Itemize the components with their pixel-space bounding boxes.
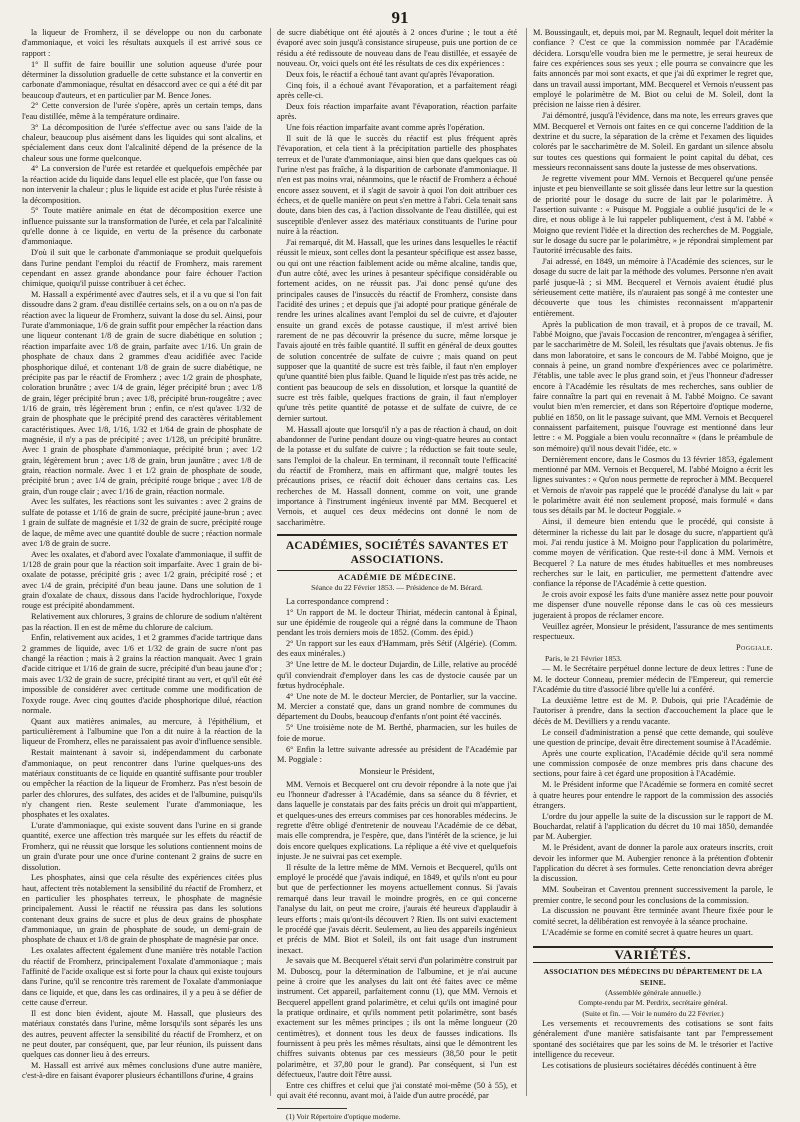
paragraph: Monsieur le Président, — [359, 767, 435, 777]
column-3 — [533, 28, 773, 1096]
paragraph: Quant aux matières animales, au mercure, à l'épithélium, et particulièrement à l'albumine que l'on a dit nuire à la réaction de la liqueur de Fromherz, elles ne paraissaient pas avoir d'influence sensible. — [22, 716, 262, 747]
paragraph: Après une courte explication, l'Académie décide qu'il sera nommé une commission composée de onze membres pris dans chacune des sections, pour faire à cet égard une proposition à l'Académie. — [533, 748, 773, 779]
paragraph: la liqueur de Fromherz, il se développe ou non du carbonate d'ammoniaque, et voici les résultats auxquels il est arrivé sous ce rapport : — [22, 28, 262, 58]
column-2-top-text — [277, 28, 517, 528]
paragraph: Entre ces chiffres et celui que j'ai constaté moi-même (50 à 55), et qui avait été reconnu, avant moi, à l'aide d'un autre procédé, par — [277, 1081, 517, 1101]
paragraph: 3° La décomposition de l'urée s'effectue avec ou sans l'aide de la chaleur, beaucoup plus aisément dans les liquides qui sont alcalins, et spécialement dans ceux dont l'alcalinité dépend de la présence de la chaleur sous une forme quelconque. — [22, 122, 262, 163]
paragraph: Il suit de là que le succès du réactif est plus fréquent après l'évaporation, et cela tient à la précipitation partielle des phosphates terreux et de l'urate d'ammoniaque, ainsi bien que dans quelques cas où l'urine n'est pas fraîche, à la disparition de carbonate d'ammoniaque. Il n'en est pas moins vrai, néanmoins, que le réactif de Fromherz a échoué encore assez souvent, et il s'agit de savoir à quoi l'on doit attribuer ces échecs, et de quelle manière on peut s'en mettre à l'abri. Cela tenait sans doute, dans bien des cas, à l'action dissolvante de l'eau distillée, qui est susceptible d'enlever assez des matériaux constituants de l'urine pour nuire à la réaction. — [277, 133, 517, 237]
paragraph: Je savais que M. Becquerel s'était servi d'un polarimètre construit par M. Duboscq, pour la détermination de l'albumine, et je n'ai aucune peine à croire que les analyses du lait ont été faites avec ce même instrument. Cet appareil, parfaitement connu (1), que MM. Vernois et Becquerel appellent grand polarimètre, et celui qu'ils ont imaginé pour la pratique ordinaire, et qu'ils nomment petit polarimètre, sont basés exactement sur les mêmes principes ; ils ont la même longueur (20 centimètres), et donnent tous les deux de fausses indications. Ils fournissent à peu près les mêmes résultats, ainsi que le démontrent les chiffres suivants obtenus par ces messieurs (38,50 pour le petit polarimètre, et 37,80 pour le grand). Par conséquent, si l'un est défectueux, l'autre doit l'être aussi. — [277, 956, 517, 1080]
paragraph: Je regrette vivement pour MM. Vernois et Becquerel qu'une pensée injuste et peu bienveillante se soit glissée dans leur lettre sur la question de priorité pour le dosage du sucre de lait par le polarimètre. À l'assertion suivante : « Puisque M. Poggiale a oublié jusqu'ici de le « dire, et nous oblige à le lui rappeler publiquement, c'est à M. l'abbé « Moigno que revient l'idée et la direction des recherches de M. Poggiale, sur le dosage du sucre par le polarimètre, » je répondrai simplement par l'autorité irrécusable des faits. — [533, 173, 773, 256]
paragraph: MM. Soubeiran et Caventou prennent successivement la parole, le premier contre, le second pour les conclusions de la commission. — [533, 885, 773, 905]
column-3-bottom-text — [533, 1019, 773, 1071]
paragraph: Les cotisations de plusieurs sociétaires décédés continuent à être — [542, 1060, 757, 1070]
academy-name: ACADÉMIE DE MÉDECINE. — [337, 573, 457, 582]
paragraph: MM. Vernois et Becquerel ont cru devoir répondre à la note que j'ai eu l'honneur d'adresser à l'Académie, dans sa séance du 8 février, et dans laquelle je constatais par des faits précis un droit qui m'appartient, et quelques-unes des erreurs commises par ces honorables médecins. Je regrette d'être obligé d'entretenir de nouveau l'Académie de ce débat, mais elle comprendra, je l'espère, que, dans l'intérêt de la science, je lui dois encore quelques explications. La réplique a été vive et quelquefois injuste. Je ne suivrai pas cet exemple. — [277, 779, 517, 861]
paragraph: — M. le Secrétaire perpétuel donne lecture de deux lettres : l'une de M. le docteur Conneau, premier médecin de l'Empereur, qui remercie l'Académie du titre d'associé libre qu'elle lui a conféré. — [533, 664, 773, 695]
paragraph: Restait maintenant à savoir si, indépendamment du carbonate d'ammoniaque, on peut rencontrer dans l'urine quelques-uns des matériaux constituants de ce liquide en quantité suffisante pour troubler ou empêcher la réaction de la liqueur de Fromherz. Pas n'est besoin de parler des chlorures, des sulfates, des acides et de l'albumine, puisqu'ils n'y changent rien. Reste seulement l'urate d'ammoniaque, les phosphates et les oxalates. — [22, 748, 262, 820]
paragraph: 4° La conversion de l'urée est retardée et quelquefois empêchée par la réaction acide du liquide dans lequel elle est placée, que l'on fasse ou non intervenir la chaleur ; plus le liquide est acide et plus l'urée résiste à la décomposition. — [22, 164, 262, 205]
academy-section-header — [277, 534, 517, 594]
paragraph: Enfin, relativement aux acides, 1 et 2 grammes d'acide tartrique dans 2 grammes de liquide, avec 1/6 et 1/32 de grain de sucre n'ont pas changé la réaction ; mais à 2 grains la réaction manquait. Avec 1 grain d'acide citrique et 1/16 de grain de sucre, précipité d'un beau jaune d'or ; mais avec 1/32 de grain de sucre, précipité tirant au vert, et qu'il eût été impossible de considérer avec certitude comme une modification de l'oxyde rouge. Avec cinq gouttes d'acide phosphorique dilué, réaction normale. — [22, 633, 262, 715]
paragraph: 2° Un rapport sur les eaux d'Hammam, près Sétif (Algérie). (Comm. des eaux minérales.) — [277, 639, 517, 659]
paragraph: Il est donc bien évident, ajoute M. Hassall, que plusieurs des matériaux constatés dans l'urine, même lorsqu'ils sont séparés les uns des autres, peuvent affecter la sensibilité du réactif de Fromherz, et on ne peut douter, par conséquent, que, par leur réunion, ils puissent dans quelques cas donner lieu à des erreurs. — [22, 1008, 262, 1060]
paragraph: 2° Cette conversion de l'urée s'opère, après un certain temps, dans l'eau distillée, même à la température ordinaire. — [22, 101, 262, 121]
paragraph: Les versements et recouvrements des cotisations se sont faits généralement d'une manière satisfaisante tant par l'empressement spontané des sociétaires que par les soins de M. le trésorier et l'active intelligence du receveur. — [533, 1018, 773, 1059]
column-2-bottom-text — [277, 597, 517, 1102]
paragraph: Ainsi, il demeure bien entendu que le procédé, qui consiste à déterminer la richesse du lait par le dosage du sucre, n'appartient qu'à moi. J'ai rendu justice à M. Moigno pour l'application du polarimètre, comme moyen de vérification. Que reste-t-il donc à MM. Vernois et Becquerel ? La nature de mes études habituelles et mes nombreuses recherches sur le lait, en particulier, me permettent d'attendre avec confiance la réponse de l'Académie à cette question. — [533, 517, 773, 589]
page-number: 91 — [391, 8, 409, 27]
association-subtitle: (Assemblée générale annuelle.) — [605, 987, 701, 997]
paragraph: J'ai démontré, jusqu'à l'évidence, dans ma note, les erreurs graves que MM. Becquerel et Vernois ont faites en ce qui concerne l'addition de la dextrine et du sucre, la séparation de la crème et l'examen des liquides colorés par le saccharimètre de M. Soleil. En gardant un silence absolu sur toutes ces questions qui formaient le point capital du débat, ces messieurs reconnaissent sans doute la justesse de mes observations. — [533, 111, 773, 172]
paragraph: Relativement aux chlorures, 3 grains de chlorure de sodium n'altèrent pas la réaction. Il en est de même du chlorure de calcium. — [22, 612, 262, 632]
paragraph: Dernièrement encore, dans le Cosmos du 13 février 1853, également mentionné par MM. Vernois et Becquerel, M. l'abbé Moigno a écrit les lignes suivantes : « Qu'on nous permette de reprocher à MM. Becquerel et Vernois de n'avoir pas rappelé que le procédé d'analyse du lait « par le polarimètre avait été non seulement proposé, mais formulé « dans tous ses détails par M. le docteur Poggiale. » — [533, 454, 773, 516]
paragraph: Après la publication de mon travail, et à propos de ce travail, M. l'abbé Moigno, que j'avais l'occasion de rencontrer, m'engagea à sérifier, par le saccharimètre de M. Soleil, les résultats que j'avais obtenus. Je fis dans mon laboratoire, et sans le concours de M. l'abbé Moigno, que je connais à peine, un grand nombre d'expériences avec ce polarimètre. J'établis, une table avec le plus grand soin, et j'eus l'honneur d'adresser encore à l'Académie les résultats de mes recherches, sans oublier de faire connaître la part qui en revenait à M. l'abbé Moigno. Ce savant voulut bien m'en remercier, et dans son Répertoire d'optique moderne, publié en 1850, on lit le passage suivant, que MM. Vernois et Becquerel connaissent parfaitement, puisque l'ouvrage est mentionné dans leur lettre : « M. Poggiale a bien voulu reconnaître « (dans le préambule de son mémoire) qu'il nous devait l'idée, etc. » — [533, 319, 773, 453]
paragraph: Il résulte de la lettre même de MM. Vernois et Becquerel, qu'ils ont employé le procédé que j'avais indiqué, en 1849, et qu'ils n'ont eu pour but que de perfectionner les moyens actuellement connus. Si j'avais remarqué dans leur travail le moindre progrès, en ce qui concerne l'analyse du lait, on peut me croire, j'aurais été heureux d'applaudir à leurs efforts ; mais qu'ont-ils découvert ? Rien. Ils ont suivi exactement le procédé que j'avais décrit. Seulement, au lieu des appareils ingénieux et précis de MM. Biot et Soleil, ils ont fait usage d'un instrument inexact. — [277, 862, 517, 955]
paragraph: 1° Il suffit de faire bouillir une solution aqueuse d'urée pour déterminer la dissolution graduelle de cette substance et la convertir en carbonate d'ammoniaque, résultat en désaccord avec ce qui a été dit par beaucoup d'auteurs, et en particulier par M. Bence Jones. — [22, 59, 262, 100]
paragraph: Le conseil d'administration a pensé que cette demande, qui soulève une question de principe, devait être directement soumise à l'Académie. — [533, 727, 773, 747]
paragraph: Les phosphates, ainsi que cela résulte des expériences citées plus haut, affectent très notablement la sensibilité du réactif de Fromherz, et en particulier les phosphates terreux, le phosphate de magnésie principalement. Aussi le réactif ne réussira pas dans les solutions contenant deux grains de sucre et plus de deux grains de phosphate d'ammoniaque, un grain de phosphate de soude, un demi-grain de phosphate de chaux et 1/8 de grain de phosphate de magnésie par once. — [22, 873, 262, 945]
paragraph: Avec les oxalates, et d'abord avec l'oxalate d'ammoniaque, il suffit de 1/128 de grain pour que la réaction soit imparfaite. Avec 1 grain de bi-oxalate de potasse, précipité gris ; avec 1/2 grain, précipité rosé ; et avec 1/4 de grain, précipité d'un beau jaune. Dans une solution de 1 grain d'oxalate de chaux, dissous dans l'acide hydrochlorique, l'oxyde rouge est précipité abondamment. — [22, 549, 262, 611]
signature: Poggiale. — [736, 642, 773, 652]
paragraph: J'ai adressé, en 1849, un mémoire à l'Académie des sciences, sur le dosage du sucre de lait par la méthode des volumes. Personne n'en avait parlé jusque-là ; si MM. Becquerel et Vernois avaient étudié plus sérieusement cette matière, ils n'auraient pas songé à me contester une découverte que tous les chimistes reconnaissent m'appartenir entièrement. — [533, 257, 773, 318]
footnote-divider — [277, 1108, 347, 1109]
session-line: Séance du 22 Février 1853. — Présidence de M. Bérard. — [311, 583, 483, 593]
paragraph: Cinq fois, il a échoué avant l'évaporation, et a parfaitement réagi après celle-ci. — [277, 80, 517, 101]
column-rule — [270, 28, 271, 1096]
paragraph: M. Hassall est arrivé aux mêmes conclusions d'une autre manière, c'est-à-dire en faisant évaporer plusieurs échantillons d'urine, 4 grains — [22, 1061, 262, 1081]
paragraph: M. Hassall a expérimenté avec d'autres sels, et il a vu que si l'on fait dissoudre dans 2 gram. d'eau distillée certains sels, on a ou on n'a pas de réaction avec la liqueur de Fromherz, suivant la dose du sel. Ainsi, pour l'urate d'ammoniaque, 1/6 de grain suffit pour empêcher la réaction dans une liqueur contenant 1/8 de grain de sucre diabétique en solution ; réaction imparfaite avec 1/8 de grain, parfaite avec 1/16. Un grain de phosphate de chaux dans 2 grammes d'eau acidifiée avec l'acide phosphorique dilué, et contenant 1/8 de grain de sucre diabétique, ne précipite pas par le réactif de Fromherz ; avec 1/2 grain de phosphate, coloration brunâtre ; avec 1/4 de grain, léger précipité brun ; avec 1/8 de grain, léger précipité brun ; avec 1/8, précipité brun-rougeâtre ; avec 1/16 de grain, très légèrement brun ; enfin, ce n'est qu'avec 1/32 de grain de phosphate que le précipité prend des caractères véritablement caractéristiques. Avec 1/8, 1/16, 1/32 et 1/64 de grain de phosphate de magnésie, il n'y a pas de précipité ; avec 1/128, un précipité brunâtre. Avec 1 grain de phosphate d'ammoniaque, précipité brun ; avec 1/2 grain, légèrement brun ; avec 1/8 de grain, brun jaunâtre ; avec 1/8 de grain, réaction normale. Avec 1 et 1/2 grain de phosphate de soude, précipité brun ; avec 1/4 de grain, précipité rouge brique ; avec 1/8 de grain, d'un rouge clair ; avec 1/16 de grain, réaction normale. — [22, 290, 262, 496]
paragraph: M. le Président, avant de donner la parole aux orateurs inscrits, croit devoir les informer que M. Aubergier renonce à la prétention d'obtenir l'application du décret à ses formules. Cette renonciation devra abréger la discussion. — [533, 843, 773, 884]
paragraph: M. Boussingault, et, depuis moi, par M. Regnault, lequel doit mériter la confiance ? C'est ce que la commission nommée par l'Académie décidera. Lorsqu'elle voudra bien me le permettre, je serai heureux de faire ces expériences sous ses yeux ; elle pourra se convaincre que les faits annoncés par moi sont exacts, et que j'ai dû exprimer le regret que, dans un travail aussi important, MM. Becquerel et Vernois n'eussent pas employé le polarimètre de M. Biot ou celui de M. Soleil, dont la précision ne laisse rien à désirer. — [533, 28, 773, 110]
column-3-top-text — [533, 28, 773, 642]
paragraph: Je crois avoir exposé les faits d'une manière assez nette pour pouvoir me dispenser d'une nouvelle réponse dans le cas où ces messieurs jugeraient à propos de réclamer encore. — [533, 590, 773, 620]
column-3-middle-text — [533, 664, 773, 937]
paragraph: La deuxième lettre est de M. P. Dubois, qui prie l'Académie de l'autoriser à prendre, dans la section d'accouchement la place que le décès de M. Devilliers y a rendu vacante. — [533, 696, 773, 726]
paragraph: J'ai remarqué, dit M. Hassall, que les urines dans lesquelles le réactif réussit le mieux, sont celles dont la pesanteur spécifique est assez basse, ou qui ont une réaction faiblement acide ou même alcaline, tandis que, d'un autre côté, avec les urines à pesanteur spécifique considérable ou fortement acides, on ne réussit pas. J'ai donc pensé qu'une des principales causes de l'insuccès du réactif de Fromherz, consiste dans l'acidité des urines ; et depuis que j'ai adopté pour pratique générale de rendre les urines alcalines avant l'emploi du sel de cuivre, et d'ajouter ensuite un grand excès de potasse caustique, il m'est arrivé bien rarement de ne pas découvrir la présence du sucre, même lorsque je l'avais ajouté en très faible quantité. Il suffit en général de deux gouttes de solution concentrée de sulfate de cuivre ; mais quand on peut supposer que la quantité de sucre est très faible, il faut n'en employer qu'une quantité bien plus faible. Quand le liquide n'est pas très acide, ne contient pas beaucoup de sels en dissolution, et lorsque la quantité de sucre est très faible, quelques fractions de grain, il faut n'employer qu'une très petite quantité de potasse et de sulfate de cuivre, de ce dernier surtout. — [277, 237, 517, 423]
varietes-header — [533, 946, 773, 1019]
paragraph: de sucre diabétique ont été ajoutés à 2 onces d'urine ; le tout a été évaporé avec soin jusqu'à consistance sirupeuse, puis une portion de ce résidu a été redissoute de nouveau dans de l'eau distillée, et essayée de nouveau. Or, voici quels ont été les résultats de ces dix expériences : — [277, 28, 517, 69]
paragraph: D'où il suit que le carbonate d'ammoniaque se produit quelquefois dans l'urine pendant l'emploi du réactif de Fromherz, mais rarement cependant en assez grande abondance pour faire échouer l'action chimique, quoiqu'il puisse contribuer à cet échec. — [22, 248, 262, 289]
paragraph: 1° Un rapport de M. le docteur Thiriat, médecin cantonal à Épinal, sur une épidémie de rougeole qui a régné dans la commune de Thaon pendant les trois derniers mois de 1852. (Comm. des épid.) — [277, 607, 517, 638]
varietes-title: VARIÉTÉS. — [533, 946, 773, 963]
paragraph: M. Hassall ajoute que lorsqu'il n'y a pas de réaction à chaud, on doit abandonner de l'urine pendant douze ou vingt-quatre heures au contact de la potasse et du sulfate de cuivre ; la réduction se fait toute seule, sans l'emploi de la chaleur. En terminant, il reconnaît toute l'efficacité du réactif de Fromherz, mais en affirmant que, malgré toutes les précautions prises, ce réactif doit échouer dans certains cas. Les recherches de M. Hassall donnent, comme on voit, une grande importance à l'instrument ingénieux inventé par MM. Becquerel et Vernois, et auquel ces deux médecins ont donné le nom de saccharimètre. — [277, 424, 517, 527]
paragraph: La correspondance comprend : — [286, 596, 389, 606]
column-1 — [22, 28, 262, 1096]
continuation-note: (Suite et fin. — Voir le numéro du 22 Février.) — [582, 1008, 724, 1018]
dateline: Paris, le 21 Février 1853. — [545, 653, 622, 663]
paragraph: 4° Une note de M. le docteur Mercier, de Pontarlier, sur la vaccine. M. Mercier a constaté que, dans un grand nombre de communes du département du Doubs, beaucoup d'enfants n'ont point été vaccinés. — [277, 691, 517, 722]
paragraph: Deux fois réaction imparfaite avant l'évaporation, réaction parfaite après. — [277, 101, 517, 122]
report-line: Compte-rendu par M. Perdrix, secrétaire général. — [578, 998, 728, 1008]
column-rule — [526, 28, 527, 1096]
paragraph: 3° Une lettre de M. le docteur Dujardin, de Lille, relative au procédé qu'il conviendrait d'employer dans les cas de dystocie causée par un fœtus hydrocéphale. — [277, 660, 517, 690]
paragraph: L'ordre du jour appelle la suite de la discussion sur le rapport de M. Bouchardat, relatif à l'application du décret du 10 mai 1850, demandée par M. Aubergier. — [533, 811, 773, 842]
paragraph: Une fois réaction imparfaite avant comme après l'opération. — [286, 123, 485, 133]
paragraph: 5° Une troisième note de M. Berthé, pharmacien, sur les huiles de foie de morue. — [277, 723, 517, 743]
paragraph: 5° Toute matière animale en état de décomposition exerce une influence puissante sur la transformation de l'urée, et cela par l'alcalinité qu'elle donne à ce liquide, en vertu de la présence du carbonate d'ammoniaque. — [22, 206, 262, 247]
paragraph: Avec les sulfates, les réactions sont les suivantes : avec 2 grains de sulfate de potasse et 1/16 de grain de sucre, précipité jaune-brun ; avec 1 grain de sulfate de magnésie et 1/32 de grain de sucre, précipité rouge de laque, de même avec une quantité double de sucre ; réaction normale avec 1/8 de grain de sucre. — [22, 497, 262, 548]
paragraph: Les oxalates affectent également d'une manière très notable l'action du réactif de Fromherz, principalement l'oxalate d'ammoniaque ; mais l'affinité de l'acide oxalique est si forte pour la chaux qui existe toujours dans l'urine, qu'il se rencontre très rarement de l'oxalate d'ammoniaque dans ce liquide, et que, dans les cas ordinaires, il y a peu à se défier de cette cause d'erreur. — [22, 946, 262, 1007]
paragraph: M. le Président informe que l'Académie se formera en comité secret à quatre heures pour entendre le rapport de la commission des associés étrangers. — [533, 780, 773, 810]
footnote: (1) Voir Répertoire d'optique moderne. — [286, 1111, 401, 1121]
section-title: ACADÉMIES, SOCIÉTÉS SAVANTES ET ASSOCIATIONS. — [277, 534, 517, 571]
paragraph: Deux fois, le réactif a échoué tant avant qu'après l'évaporation. — [286, 69, 495, 79]
paragraph: L'Académie se forme en comité secret à quatre heures un quart. — [542, 927, 753, 937]
column-2 — [277, 28, 517, 1121]
paragraph: L'urate d'ammoniaque, qui existe souvent dans l'urine en si grande quantité, exerce une affection très marquée sur les effets du réactif de Fromherz, qui ne réussit que lorsque les solutions contiennent moins de un grain d'urate pour une once d'urine contenant 2 grains de sucre en dissolution. — [22, 821, 262, 872]
column-1-text — [22, 28, 262, 1082]
paragraph: 6° Enfin la lettre suivante adressée au président de l'Académie par M. Poggiale : — [277, 744, 517, 764]
paragraph: La discussion ne pouvant être terminée avant l'heure fixée pour le comité secret, la délibération est renvoyée à la séance prochaine. — [533, 906, 773, 926]
paragraph: Veuillez agréer, Monsieur le président, l'assurance de mes sentiments respectueux. — [533, 621, 773, 641]
association-title: ASSOCIATION DES MÉDECINS DU DÉPARTEMENT DE LA SEINE. — [543, 967, 763, 987]
